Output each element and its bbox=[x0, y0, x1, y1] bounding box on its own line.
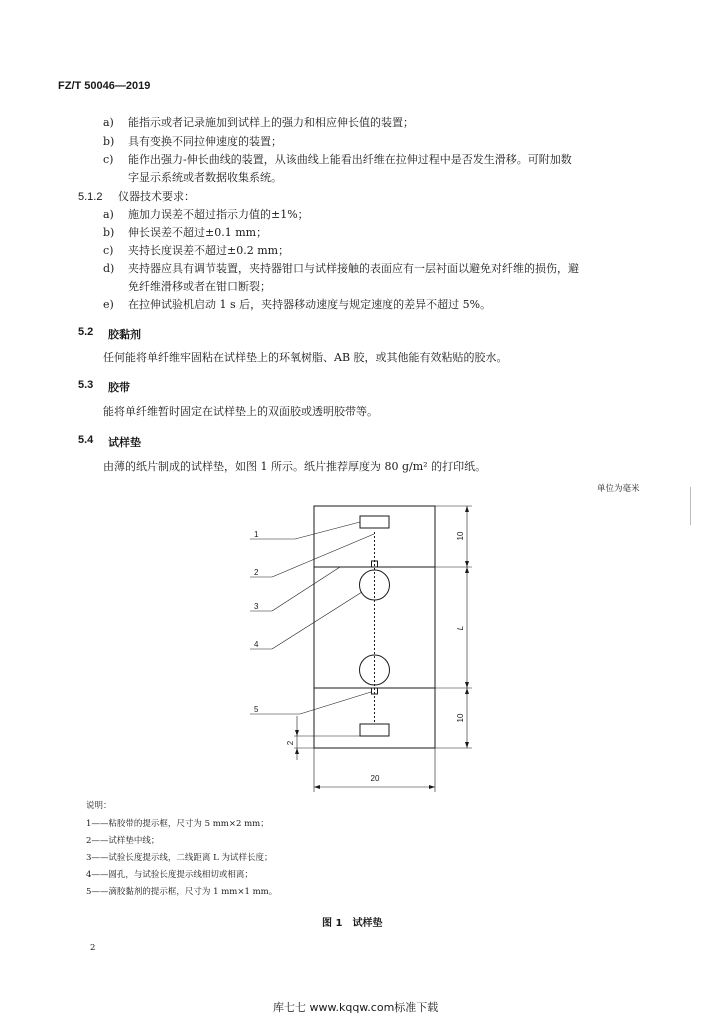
section-title-5-4: 试样垫 bbox=[108, 436, 141, 449]
legend-item-3: 3——试验长度提示线，二线距离 L 为试样长度； bbox=[86, 853, 273, 863]
legend-title: 说明： bbox=[86, 801, 112, 811]
legend-item-2: 2——试样垫中线； bbox=[86, 836, 160, 846]
section-number-5-2: 5.2 bbox=[78, 326, 94, 338]
section-body-5-4: 由薄的纸片制成的试样垫，如图 1 所示。纸片推荐厚度为 80 g/m² 的打印纸。 bbox=[103, 460, 487, 473]
list-a-text-1: 能指示或者记录施加到试样上的强力和相应伸长值的装置； bbox=[128, 116, 414, 129]
list-a-text-2: 具有变换不同拉伸速度的装置； bbox=[128, 135, 282, 148]
list-b-text-4: 夹持器应具有调节装置，夹持器钳口与试样接触的表面应有一层衬面以避免对纤维的损伤，避 bbox=[128, 262, 579, 275]
dim-top: 10 bbox=[456, 531, 465, 541]
list-b-text-1: 施加力误差不超过指示力值的±1%； bbox=[128, 208, 309, 221]
section-title-5-2: 胶黏剂 bbox=[108, 328, 141, 341]
section-title-5-1-2: 仪器技术要求： bbox=[118, 190, 195, 203]
list-b-text-2: 伸长误差不超过±0.1 mm； bbox=[128, 226, 268, 239]
dim-mid: L bbox=[456, 625, 465, 631]
figure-caption: 图 1 试样垫 bbox=[322, 918, 383, 929]
list-b-text-3: 夹持长度误差不超过±0.2 mm； bbox=[128, 244, 290, 257]
legend-item-1: 1——粘胶带的提示框，尺寸为 5 mm×2 mm； bbox=[86, 819, 269, 829]
list-a-label-3: c) bbox=[103, 153, 114, 166]
callout-5: 5 bbox=[254, 705, 259, 714]
list-b-label-1: a) bbox=[103, 208, 114, 221]
list-b-label-6: e) bbox=[103, 298, 114, 311]
dim-width: 20 bbox=[370, 774, 380, 783]
list-b-label-3: c) bbox=[103, 244, 114, 257]
callout-1: 1 bbox=[254, 530, 259, 539]
footer-watermark: 库七七 www.kqqw.com标准下载 bbox=[273, 1001, 439, 1014]
section-number-5-3: 5.3 bbox=[78, 379, 94, 391]
dim-bottom: 10 bbox=[456, 713, 465, 723]
document-code: FZ/T 50046—2019 bbox=[58, 80, 151, 92]
section-number-5-4: 5.4 bbox=[78, 434, 94, 446]
pad-outline bbox=[314, 506, 435, 748]
callout-3: 3 bbox=[254, 602, 259, 611]
tape-box-top bbox=[360, 516, 389, 528]
legend-item-5: 5——滴胶黏剂的提示框，尺寸为 1 mm×1 mm。 bbox=[86, 887, 278, 897]
list-a-label-1: a) bbox=[103, 116, 114, 129]
margin-mark bbox=[690, 487, 691, 525]
section-title-5-3: 胶带 bbox=[108, 381, 130, 394]
list-a-text-3: 能作出强力-伸长曲线的装置，从该曲线上能看出纤维在拉伸过程中是否发生滑移。可附加数 bbox=[128, 153, 572, 166]
callout-4: 4 bbox=[254, 640, 259, 649]
list-b-label-2: b) bbox=[103, 226, 115, 239]
callout-2: 2 bbox=[254, 568, 259, 577]
legend-item-4: 4——圆孔，与试验长度提示线相切或相离； bbox=[86, 870, 253, 880]
tape-box-bottom bbox=[360, 724, 389, 736]
list-b-text-6: 在拉伸试验机启动 1 s 后，夹持器移动速度与规定速度的差异不超过 5%。 bbox=[128, 298, 492, 311]
page-number: 2 bbox=[90, 943, 96, 953]
list-a-text-4: 字显示系统或者数据收集系统。 bbox=[128, 171, 282, 184]
list-b-text-5: 免纤维滑移或者在钳口断裂； bbox=[128, 280, 271, 293]
section-number-5-1-2: 5.1.2 bbox=[78, 191, 103, 203]
dim-small: 2 bbox=[286, 740, 295, 746]
unit-note: 单位为毫米 bbox=[597, 484, 640, 494]
list-a-label-2: b) bbox=[103, 135, 115, 148]
list-b-label-4: d) bbox=[103, 262, 115, 275]
section-body-5-2: 任何能将单纤维牢固粘在试样垫上的环氧树脂、AB 胶，或其他能有效粘贴的胶水。 bbox=[103, 351, 508, 364]
section-body-5-3: 能将单纤维暂时固定在试样垫上的双面胶或透明胶带等。 bbox=[103, 405, 378, 418]
